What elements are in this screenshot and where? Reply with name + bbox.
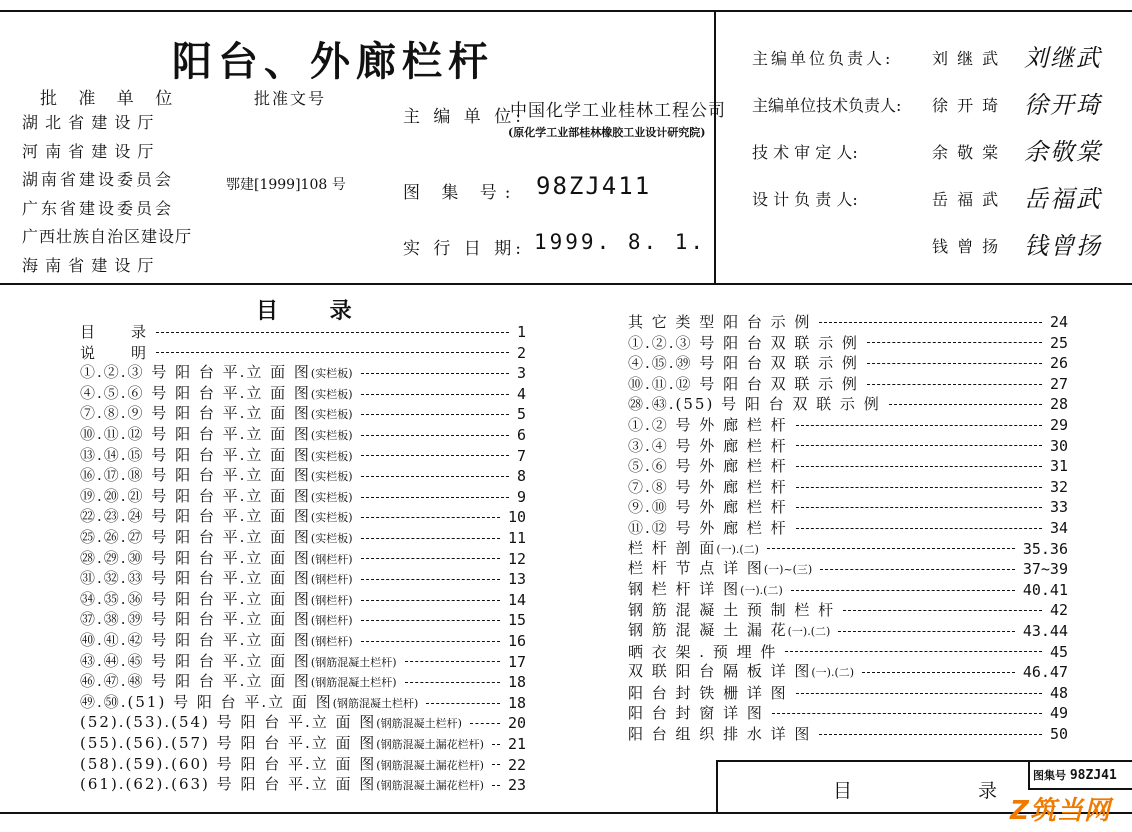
toc-entry-leader (867, 342, 1042, 343)
toc-entry-page: 18 (507, 693, 526, 712)
toc-title: 目 录 (256, 298, 374, 324)
toc-entry-label: ㊸.㊹.㊺ 号 阳 台 平.立 面 图(钢筋混凝土栏杆) (80, 651, 397, 670)
toc-entry-label: (61).(62).(63) 号 阳 台 平.立 面 图(钢筋混凝土漏花栏杆) (80, 775, 484, 794)
person-name: 刘 继 武 (932, 49, 1001, 68)
toc-entry-page: 13 (507, 570, 526, 589)
toc-entry-label: 说 明 (80, 343, 149, 362)
person-signature: 岳福武 (1024, 185, 1102, 213)
approval-unit: 湖南省建设委员会 (22, 170, 175, 189)
toc-entry-page: 26 (1049, 354, 1068, 373)
toc-entry-page: 7 (516, 446, 526, 465)
toc-entry-page: 20 (507, 714, 526, 733)
toc-entry-label: ㉕.㉖.㉗ 号 阳 台 平.立 面 图(实栏板) (80, 528, 353, 546)
toc-entry-page: 43.44 (1022, 622, 1068, 640)
person-signature: 钱曾扬 (1024, 232, 1102, 260)
toc-entry-page: 42 (1049, 601, 1068, 620)
toc-entry-leader (796, 487, 1042, 488)
toc-entry-leader (796, 445, 1042, 446)
toc-entry-leader (796, 466, 1042, 467)
toc-entry-page: 5 (516, 405, 526, 424)
toc-entry-page: 28 (1049, 395, 1068, 414)
toc-entry-leader (156, 352, 509, 353)
toc-entry-note: (钢筋混凝土栏杆) (310, 676, 397, 690)
toc-entry (628, 724, 1068, 745)
toc-entry (628, 374, 1068, 395)
person-name: 余 敬 棠 (932, 143, 1001, 162)
approval-doc-label: 批准文号 (254, 89, 327, 108)
toc-entry-leader (361, 641, 500, 642)
toc-entry (80, 404, 526, 425)
toc-entry-label: ㊾.㊿.(51) 号 阳 台 平.立 面 图(钢筋混凝土栏杆) (80, 692, 419, 711)
toc-entry-leader (361, 455, 509, 456)
toc-entry-page: 25 (1049, 333, 1068, 352)
toc-entry (80, 549, 526, 570)
toc-entry-page: 9 (516, 487, 526, 506)
toc-entry-leader (426, 703, 500, 704)
toc-entry (628, 333, 1068, 354)
toc-entry (628, 456, 1068, 477)
toc-entry-leader (361, 600, 500, 601)
toc-entry-page: 40.41 (1022, 580, 1068, 599)
catalog-label: 图 集 号: (403, 183, 519, 203)
toc-entry-leader (796, 507, 1042, 508)
toc-entry-leader (889, 404, 1042, 405)
date-value: 1999. 8. 1. (534, 230, 707, 254)
page-title: 阳台、外廊栏杆 (172, 38, 494, 85)
toc-entry-note: (一)~(三) (763, 563, 813, 577)
toc-entry-label: ㉞.㉟.㊱ 号 阳 台 平.立 面 图(钢栏杆) (80, 589, 353, 608)
toc-entry-note: (实栏板) (310, 367, 353, 381)
toc-entry (80, 363, 526, 384)
toc-entry (80, 672, 526, 693)
toc-entry-note: (实栏板) (310, 490, 353, 504)
toc-entry-label: ⑪.⑫ 号 外 廊 栏 杆 (628, 519, 788, 537)
toc-entry-page: 1 (516, 323, 526, 341)
toc-entry-note: (实栏板) (310, 532, 353, 545)
toc-entry-note: (钢筋混凝土漏花栏杆) (376, 758, 484, 772)
toc-entry (80, 590, 526, 611)
toc-entry (628, 621, 1068, 642)
toc-entry (628, 580, 1068, 601)
toc-entry-leader (796, 693, 1042, 694)
toc-entry-note: (钢栏杆) (310, 573, 353, 587)
toc-entry-label: ①.②.③ 号 阳 台 平.立 面 图(实栏板) (80, 363, 353, 382)
toc-entry-leader (405, 661, 500, 662)
toc-entry-label: ㉒.㉓.㉔ 号 阳 台 平.立 面 图(实栏板) (80, 507, 353, 526)
approval-unit: 湖 北 省 建 设 厅 (22, 113, 155, 132)
toc-entry-page: 21 (507, 735, 526, 753)
toc-entry-label: 双 联 阳 台 隔 板 详 图(一).(二) (628, 662, 855, 681)
toc-entry-page: 31 (1049, 457, 1068, 476)
toc-entry-page: 10 (507, 508, 526, 527)
toc-entry (628, 518, 1068, 539)
toc-entry (80, 322, 526, 343)
toc-entry (80, 775, 526, 796)
toc-entry-note: (钢筋混凝土栏杆) (332, 696, 419, 710)
person-role: 主编单位技术负责人: (752, 96, 902, 115)
toc-entry (80, 425, 526, 446)
title-block-name: 目 录 (833, 780, 1058, 802)
header-top-border (0, 10, 1132, 12)
toc-entry-leader (361, 435, 509, 436)
person-signature: 徐开琦 (1024, 91, 1102, 119)
toc-entry-label: ③.④ 号 外 廊 栏 杆 (628, 436, 788, 455)
toc-entry-label: ㉛.㉜.㉝ 号 阳 台 平.立 面 图(钢栏杆) (80, 569, 353, 588)
toc-entry-leader (819, 734, 1042, 735)
toc-entry-leader (361, 579, 500, 580)
toc-entry-note: (钢筋混凝土栏杆) (310, 655, 397, 669)
toc-entry-label: ⑤.⑥ 号 外 廊 栏 杆 (628, 457, 788, 476)
toc-entry-page: 48 (1049, 683, 1068, 702)
toc-entry (80, 507, 526, 528)
toc-entry-note: (实栏板) (310, 470, 353, 484)
toc-entry-page: 22 (507, 755, 526, 774)
catalog-number: 98ZJ411 (536, 172, 652, 200)
toc-entry (628, 394, 1068, 415)
toc-entry-label: ⑯.⑰.⑱ 号 阳 台 平.立 面 图(实栏板) (80, 466, 353, 485)
toc-entry-note: (一).(二) (716, 542, 759, 556)
toc-entry-leader (867, 384, 1042, 385)
toc-entry-label: 阳 台 封 窗 详 图 (628, 704, 764, 723)
toc-entry-page: 14 (507, 590, 526, 609)
toc-entry-leader (492, 744, 500, 745)
toc-entry (628, 312, 1068, 333)
toc-entry-label: ⑩.⑪.⑫ 号 阳 台 平.立 面 图(实栏板) (80, 425, 353, 443)
approval-unit: 广东省建设委员会 (22, 198, 175, 218)
person-signature: 余敬棠 (1024, 138, 1102, 166)
toc-entry (628, 559, 1068, 580)
toc-entry-page: 33 (1049, 498, 1068, 517)
toc-entry-label: ⑨.⑩ 号 外 廊 栏 杆 (628, 498, 788, 517)
toc-entry-label: (58).(59).(60) 号 阳 台 平.立 面 图(钢筋混凝土漏花栏杆) (80, 754, 484, 773)
toc-entry-page: 45 (1049, 642, 1068, 661)
toc-entry-leader (361, 538, 500, 539)
toc-entry-page: 34 (1049, 519, 1068, 537)
toc-entry-note: (钢筋混凝土漏花栏杆) (376, 738, 484, 751)
toc-entry (80, 487, 526, 508)
toc-entry (628, 415, 1068, 436)
toc-entry-leader (838, 631, 1015, 632)
toc-entry-label: ⑬.⑭.⑮ 号 阳 台 平.立 面 图(实栏板) (80, 445, 353, 464)
catalog-code-value: 98ZJ41 (1069, 768, 1117, 783)
toc-entry-leader (820, 569, 1015, 570)
toc-entry-page: 35.36 (1022, 539, 1068, 558)
toc-entry-label: 晒 衣 架 . 预 埋 件 (628, 642, 778, 661)
toc-entry (628, 497, 1068, 518)
toc-entry-label: 目 录 (80, 323, 149, 341)
editor-label: 主 编 单 位: (403, 107, 525, 127)
person-name: 徐 开 琦 (932, 96, 1001, 115)
toc-entry (80, 652, 526, 673)
toc-entry-note: (一).(二) (811, 666, 855, 680)
toc-entry-page: 32 (1049, 477, 1068, 496)
toc-entry-note: (实栏板) (310, 511, 353, 525)
toc-entry-leader (156, 332, 509, 333)
toc-entry-leader (492, 785, 500, 786)
toc-entry (80, 610, 526, 631)
toc-entry-leader (867, 363, 1042, 364)
toc-entry-note: (钢栏杆) (310, 635, 353, 648)
toc-entry-leader (791, 590, 1015, 591)
toc-entry-note: (钢筋混凝土栏杆) (376, 717, 462, 731)
toc-entry (628, 436, 1068, 457)
toc-entry-leader (843, 610, 1042, 611)
person-role: 设 计 负 责 人: (752, 190, 858, 209)
toc-entry (628, 353, 1068, 374)
toc-entry-note: (一).(二) (787, 625, 831, 638)
toc-entry-label: ⑩.⑪.⑫ 号 阳 台 双 联 示 例 (628, 374, 859, 393)
toc-entry-page: 8 (516, 467, 526, 486)
toc-entry-page: 50 (1049, 725, 1068, 743)
toc-entry-leader (361, 620, 500, 621)
toc-entry-label: 栏 杆 剖 面(一).(二) (628, 538, 759, 557)
toc-entry-page: 15 (507, 611, 526, 630)
watermark-text: 筑当网 (1029, 796, 1111, 826)
toc-entry-leader (862, 672, 1015, 673)
approval-unit: 海 南 省 建 设 厅 (22, 255, 155, 275)
toc-entry-label: ⑲.⑳.㉑ 号 阳 台 平.立 面 图(实栏板) (80, 486, 353, 505)
toc-entry (628, 600, 1068, 621)
toc-entry-note: (钢筋混凝土漏花栏杆) (376, 779, 484, 793)
toc-entry-note: (钢栏杆) (310, 552, 353, 566)
toc-entry (80, 755, 526, 776)
toc-entry (80, 466, 526, 487)
toc-entry-note: (一).(二) (740, 583, 783, 597)
toc-entry-label: ㉘.㉙.㉚ 号 阳 台 平.立 面 图(钢栏杆) (80, 548, 353, 567)
toc-entry-page: 29 (1049, 416, 1068, 434)
toc-entry-label: ㊲.㊳.㊴ 号 阳 台 平.立 面 图(钢栏杆) (80, 610, 353, 629)
toc-entry (80, 693, 526, 714)
toc-entry-note: (实栏板) (310, 408, 353, 422)
toc-entry-label: 钢 筋 混 凝 土 漏 花(一).(二) (628, 621, 831, 639)
person-name: 岳 福 武 (932, 190, 1001, 209)
toc-entry-label: 钢 栏 杆 详 图(一).(二) (628, 579, 783, 598)
toc-entry-page: 37~39 (1022, 560, 1068, 579)
toc-entry-label: 阳 台 组 织 排 水 详 图 (628, 725, 812, 743)
toc-entry-note: (钢栏杆) (310, 614, 353, 628)
catalog-code-box (1028, 762, 1132, 790)
toc-entry-note: (实栏板) (310, 387, 353, 401)
toc-entry-leader (361, 394, 509, 395)
toc-entry-label: ①.②.③ 号 阳 台 双 联 示 例 (628, 333, 859, 352)
toc-entry-page: 46.47 (1022, 663, 1068, 682)
toc-entry (80, 569, 526, 590)
toc-entry-page: 16 (507, 632, 526, 650)
approval-unit: 河 南 省 建 设 厅 (22, 141, 155, 161)
toc-entry (80, 734, 526, 755)
toc-entry (80, 446, 526, 467)
approval-doc-number: 鄂建[1999]108 号 (226, 177, 346, 193)
toc-entry-label: 栏 杆 节 点 详 图(一)~(三) (628, 559, 813, 578)
toc-entry-leader (767, 548, 1015, 549)
toc-entry-page: 12 (507, 549, 526, 568)
toc-entry-leader (361, 558, 500, 559)
toc-entry-label: ㉘.㊸.(55) 号 阳 台 双 联 示 例 (628, 395, 881, 414)
toc-entry-leader (785, 651, 1042, 652)
toc-entry-note: (实栏板) (310, 449, 353, 463)
watermark-logo: Z筑当网 (1010, 796, 1111, 826)
toc-entry-label: ④.⑤.⑥ 号 阳 台 平.立 面 图(实栏板) (80, 383, 353, 402)
toc-entry (628, 683, 1068, 704)
toc-entry-label: ㊵.㊶.㊷ 号 阳 台 平.立 面 图(钢栏杆) (80, 631, 353, 649)
toc-entry-page: 23 (507, 776, 526, 795)
person-name: 钱 曾 扬 (932, 237, 1001, 256)
header-bottom-border (0, 283, 1132, 285)
toc-entry-leader (796, 528, 1042, 529)
toc-entry-leader (361, 373, 509, 374)
toc-entry-page: 27 (1049, 374, 1068, 393)
toc-entry-label: ①.② 号 外 廊 栏 杆 (628, 416, 788, 434)
toc-entry-label: 钢 筋 混 凝 土 预 制 栏 杆 (628, 601, 836, 620)
toc-entry (80, 384, 526, 405)
approval-unit-label: 批 准 单 位 (40, 89, 181, 109)
toc-entry-leader (361, 497, 509, 498)
toc-entry (80, 528, 526, 549)
toc-entry-label: (52).(53).(54) 号 阳 台 平.立 面 图(钢筋混凝土栏杆) (80, 713, 462, 732)
toc-entry-page: 6 (516, 426, 526, 444)
toc-entry-page: 4 (516, 384, 526, 403)
toc-entry-page: 11 (507, 529, 526, 547)
toc-entry-label: ④.⑮.㊴ 号 阳 台 双 联 示 例 (628, 354, 859, 373)
toc-entry-leader (361, 414, 509, 415)
toc-entry (628, 662, 1068, 683)
toc-entry-label: ⑦.⑧ 号 外 廊 栏 杆 (628, 477, 788, 496)
toc-entry-page: 49 (1049, 704, 1068, 723)
toc-entry (628, 703, 1068, 724)
editor-name: 中国化学工业桂林工程公司 (510, 101, 726, 121)
toc-entry-note: (实栏板) (310, 429, 353, 442)
toc-entry (80, 713, 526, 734)
toc-entry-leader (796, 425, 1042, 426)
toc-entry-label: (55).(56).(57) 号 阳 台 平.立 面 图(钢筋混凝土漏花栏杆) (80, 734, 484, 752)
toc-entry-leader (470, 723, 500, 724)
date-label: 实 行 日 期: (403, 239, 525, 259)
toc-entry-label: 阳 台 封 铁 栅 详 图 (628, 683, 788, 702)
person-role: 主编单位负责人: (752, 49, 894, 68)
toc-entry-page: 17 (507, 652, 526, 671)
toc-entry-leader (492, 764, 500, 765)
header-divider (714, 12, 716, 283)
toc-entry-page: 30 (1049, 436, 1068, 455)
catalog-code-label: 图集号 (1033, 769, 1066, 782)
approval-unit: 广西壮族自治区建设厅 (22, 227, 193, 246)
toc-entry-label: 其 它 类 型 阳 台 示 例 (628, 313, 812, 331)
toc-entry (628, 477, 1068, 498)
toc-entry-leader (361, 476, 509, 477)
toc-entry (628, 539, 1068, 560)
toc-entry (80, 343, 526, 364)
toc-entry-leader (361, 517, 500, 518)
toc-entry-label: ㊻.㊼.㊽ 号 阳 台 平.立 面 图(钢筋混凝土栏杆) (80, 672, 397, 691)
toc-entry (80, 631, 526, 652)
toc-entry-leader (772, 713, 1042, 714)
toc-entry-page: 24 (1049, 313, 1068, 331)
person-signature: 刘继武 (1024, 44, 1102, 72)
toc-entry-leader (819, 322, 1042, 323)
toc-entry-leader (405, 682, 500, 683)
toc-entry-note: (钢栏杆) (310, 593, 353, 607)
editor-former-name: (原化学工业部桂林橡胶工业设计研究院) (508, 126, 706, 139)
toc-entry (628, 642, 1068, 663)
toc-entry-page: 3 (516, 364, 526, 383)
toc-entry-page: 2 (516, 343, 526, 362)
toc-entry-page: 18 (507, 673, 526, 692)
toc-entry-label: ⑦.⑧.⑨ 号 阳 台 平.立 面 图(实栏板) (80, 404, 353, 423)
person-role: 技 术 审 定 人: (752, 143, 858, 162)
